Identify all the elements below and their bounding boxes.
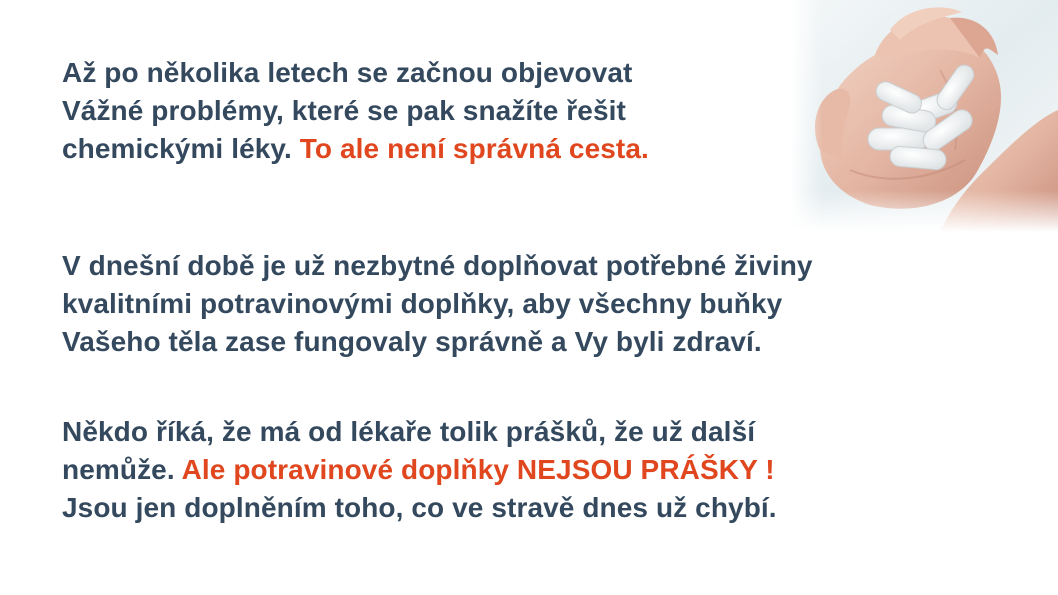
hand-with-pills-image (790, 0, 1058, 232)
line-text: chemickými léky. (62, 133, 300, 164)
paragraph-line: Někdo říká, že má od lékaře tolik prášků, že už další (62, 416, 756, 447)
paragraph-line (62, 451, 777, 489)
line-text: nemůže. (62, 454, 182, 485)
paragraph-line: Vašeho těla zase fungovaly správně a Vy byli zdraví. (62, 326, 762, 357)
paragraph-supplements (62, 247, 813, 361)
highlighted-text: Ale potravinové doplňky NEJSOU PRÁŠKY ! (181, 454, 775, 485)
paragraph-line: kvalitními potravinovými doplňky, aby všechny buňky (62, 288, 783, 319)
hand-pills-illustration (790, 0, 1058, 232)
paragraph-line (62, 130, 649, 168)
paragraph-line: Jsou jen doplněním toho, co ve stravě dnes už chybí. (62, 492, 777, 523)
highlighted-text: To ale není správná cesta. (299, 133, 649, 164)
paragraph-line: V dnešní době je už nezbytné doplňovat potřebné živiny (62, 250, 813, 281)
paragraph-line: Vážné problémy, které se pak snažíte řešit (62, 95, 626, 126)
paragraph-line: Až po několika letech se začnou objevovat (62, 57, 633, 88)
paragraph-not-pills (62, 413, 777, 527)
paragraph-problems (62, 54, 649, 168)
